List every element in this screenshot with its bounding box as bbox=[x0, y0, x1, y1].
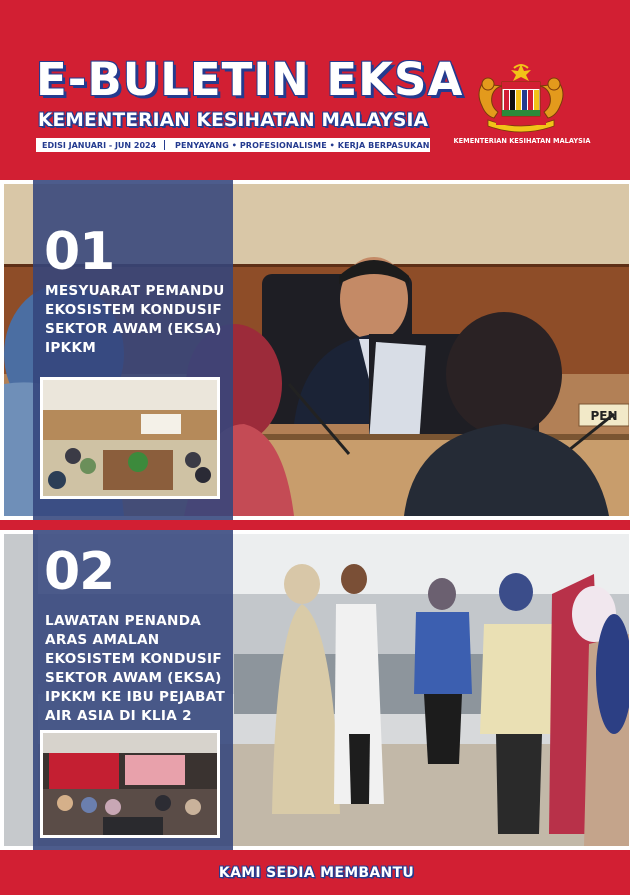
bulletin-title: E-BULETIN EKSA bbox=[36, 53, 464, 106]
section-title: LAWATAN PENANDA ARAS AMALAN EKOSISTEM KONDUSIF SEKTOR AWAM (EKSA) IPKKM KE IBU PEJABAT AIR ASIA DI KLIA 2 bbox=[45, 613, 226, 724]
section-02-panel bbox=[33, 530, 233, 850]
divider bbox=[164, 140, 165, 150]
coat-of-arms-icon bbox=[474, 62, 568, 134]
edition-label: EDISI JANUARI - JUN 2024 bbox=[42, 140, 157, 150]
feature-section-01 bbox=[0, 180, 633, 520]
section-title: MESYUARAT PEMANDU EKOSISTEM KONDUSIF SEKTOR AWAM (EKSA) IPKKM bbox=[45, 283, 225, 356]
section-number: 01 bbox=[44, 222, 115, 282]
header bbox=[0, 0, 633, 178]
edition-bar bbox=[36, 138, 430, 152]
visit-thumbnail bbox=[40, 730, 220, 838]
ministry-subtitle: KEMENTERIAN KESIHATAN MALAYSIA bbox=[38, 110, 429, 131]
meeting-room-thumbnail bbox=[40, 377, 220, 499]
tagline: KAMI SEDIA MEMBANTU bbox=[218, 864, 415, 881]
nameplate-text: PEN bbox=[590, 409, 618, 423]
footer bbox=[0, 850, 633, 895]
section-number: 02 bbox=[44, 542, 115, 602]
feature-section-02 bbox=[0, 530, 633, 850]
core-values: PENYAYANG • PROFESIONALISME • KERJA BERPASUKAN bbox=[175, 140, 430, 150]
section-01-panel bbox=[33, 180, 233, 520]
ministry-label: KEMENTERIAN KESIHATAN MALAYSIA bbox=[453, 137, 591, 145]
